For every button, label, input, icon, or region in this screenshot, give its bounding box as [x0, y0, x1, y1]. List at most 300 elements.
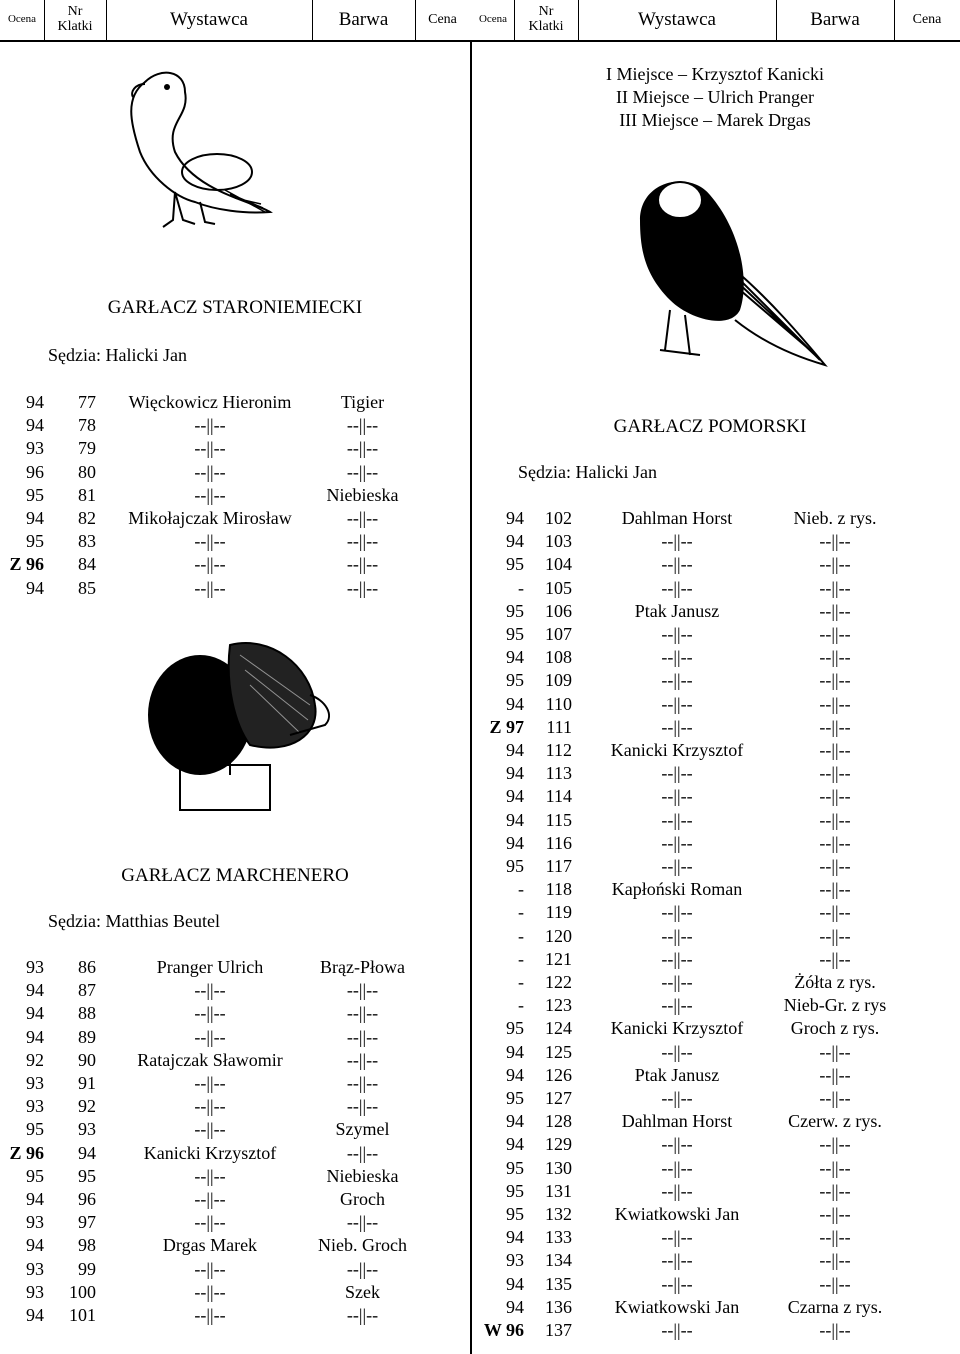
exhibitor: --||--	[661, 577, 693, 598]
color: --||--	[819, 948, 851, 969]
color: Żółta z rys.	[794, 972, 876, 992]
exhibitor: Drgas Marek	[162, 1235, 258, 1256]
color: Szymel	[335, 1119, 390, 1140]
color: --||--	[346, 438, 379, 459]
score: 95	[506, 670, 524, 691]
exhibitor: --||--	[194, 1096, 226, 1117]
cage-number: 128	[545, 1111, 572, 1132]
score: 95	[506, 1018, 524, 1039]
score: Z 96	[9, 554, 44, 575]
color: --||--	[819, 879, 851, 900]
score: 94	[26, 1189, 44, 1209]
exhibitor: --||--	[661, 531, 693, 552]
exhibitor: --||--	[661, 670, 693, 691]
result-row	[0, 1320, 960, 1343]
color: Tigier	[340, 392, 385, 412]
exhibitor: --||--	[194, 1258, 226, 1279]
cage-number: 99	[78, 1258, 96, 1279]
cage-number: 105	[545, 577, 572, 598]
exhibitor: Kapłoński Roman	[611, 879, 743, 900]
color: --||--	[819, 647, 851, 668]
result-row	[0, 624, 960, 647]
exhibitor: --||--	[661, 1250, 693, 1271]
cage-number: 84	[78, 554, 96, 575]
exhibitor: --||--	[194, 980, 226, 1001]
score: 94	[26, 1305, 44, 1325]
header-nr-klatki-right: Nr Klatki	[528, 4, 564, 34]
exhibitor: Kanicki Krzysztof	[143, 1142, 277, 1163]
cage-number: 77	[78, 392, 96, 412]
header-cena-left: Cena	[428, 11, 457, 27]
score: -	[518, 879, 524, 900]
color: --||--	[819, 554, 851, 575]
color: --||--	[346, 554, 379, 575]
color: --||--	[346, 1258, 379, 1279]
exhibitor: --||--	[194, 531, 226, 552]
color: --||--	[819, 1227, 851, 1248]
cage-number: 110	[545, 693, 572, 714]
cage-number: 136	[545, 1296, 572, 1317]
color: --||--	[346, 508, 379, 528]
color: --||--	[346, 577, 379, 598]
result-row	[0, 694, 960, 717]
color: --||--	[346, 980, 379, 1001]
cage-number: 78	[78, 415, 96, 436]
result-row	[0, 856, 960, 879]
color: Niebieska	[326, 484, 399, 505]
score: 94	[506, 647, 524, 668]
score: 94	[506, 1227, 524, 1248]
cage-number: 88	[78, 1003, 96, 1024]
header-wystawca-right: Wystawca	[638, 9, 716, 31]
exhibitor: Kanicki Krzysztof	[610, 740, 744, 760]
score: 94	[506, 531, 524, 552]
cage-number: 121	[545, 948, 572, 969]
exhibitor: --||--	[194, 1305, 226, 1325]
color: --||--	[819, 716, 851, 737]
result-row	[0, 879, 960, 902]
cage-number: 137	[545, 1320, 572, 1340]
score: 94	[506, 1111, 524, 1132]
score: -	[518, 902, 524, 923]
result-row	[0, 438, 960, 461]
cage-number: 108	[545, 647, 572, 668]
cage-number: 93	[78, 1119, 96, 1140]
result-row	[0, 508, 960, 531]
cage-number: 86	[78, 957, 96, 977]
color: --||--	[819, 786, 851, 807]
color: Czarna z rys.	[787, 1296, 883, 1317]
header-separator	[514, 0, 515, 40]
result-row	[0, 554, 960, 577]
score: 95	[506, 1204, 524, 1224]
exhibitor: --||--	[661, 624, 693, 644]
header-separator	[578, 0, 579, 40]
exhibitor: --||--	[661, 1320, 693, 1340]
result-row	[0, 1297, 960, 1320]
cage-number: 92	[78, 1096, 96, 1117]
color: Groch	[340, 1189, 385, 1209]
score: 94	[26, 1026, 44, 1047]
score: 94	[506, 832, 524, 853]
header-nr-klatki-left: Nr Klatki	[57, 4, 93, 34]
color: Nieb. Groch	[318, 1235, 407, 1256]
color: --||--	[819, 832, 851, 853]
color: --||--	[819, 925, 851, 946]
result-row	[0, 485, 960, 508]
color: --||--	[346, 1305, 379, 1325]
color: --||--	[819, 1088, 851, 1108]
cage-number: 97	[78, 1212, 96, 1233]
exhibitor: --||--	[661, 647, 693, 668]
score: 94	[26, 980, 44, 1001]
exhibitor: --||--	[194, 461, 226, 482]
color: --||--	[346, 1026, 379, 1047]
color: --||--	[819, 1041, 851, 1062]
cage-number: 94	[78, 1142, 96, 1163]
exhibitor: Kwiatkowski Jan	[614, 1204, 740, 1224]
score: 95	[506, 1180, 524, 1201]
result-row	[0, 1134, 960, 1157]
exhibitor: --||--	[661, 1134, 693, 1155]
result-row	[0, 717, 960, 740]
score: -	[518, 948, 524, 969]
cage-number: 129	[545, 1134, 572, 1155]
cage-number: 104	[545, 554, 572, 575]
exhibitor: --||--	[661, 948, 693, 969]
cage-number: 112	[545, 740, 572, 760]
header-barwa-right: Barwa	[810, 9, 860, 31]
score: 94	[506, 809, 524, 830]
cage-number: 113	[545, 763, 572, 784]
cage-number: 79	[78, 438, 96, 459]
color: --||--	[346, 1073, 379, 1093]
color: --||--	[346, 1142, 379, 1163]
score: 94	[506, 763, 524, 784]
result-row	[0, 1227, 960, 1250]
cage-number: 89	[78, 1026, 96, 1047]
cage-number: 124	[545, 1018, 572, 1039]
result-row	[0, 670, 960, 693]
exhibitor: Dahlman Horst	[621, 508, 733, 528]
cage-number: 96	[78, 1189, 96, 1209]
score: Z 96	[9, 1142, 44, 1163]
score: 95	[506, 1157, 524, 1178]
color: --||--	[819, 1134, 851, 1155]
score: W 96	[483, 1320, 524, 1340]
score: 95	[506, 554, 524, 575]
cage-number: 126	[545, 1064, 572, 1085]
section-title-staroniemiecki: GARŁACZ STARONIEMIECKI	[107, 297, 363, 318]
color: --||--	[819, 670, 851, 691]
exhibitor: --||--	[194, 1073, 226, 1093]
color: --||--	[819, 856, 851, 876]
color: Nieb. z rys.	[793, 508, 877, 528]
cage-number: 132	[545, 1204, 572, 1224]
score: 93	[26, 438, 44, 459]
exhibitor: --||--	[661, 902, 693, 923]
color: Niebieska	[326, 1165, 399, 1186]
color: --||--	[819, 577, 851, 598]
color: --||--	[819, 1204, 851, 1224]
exhibitor: Kanicki Krzysztof	[610, 1018, 744, 1039]
score: 94	[506, 508, 524, 528]
header-wystawca-left: Wystawca	[170, 9, 248, 31]
result-row	[0, 462, 960, 485]
exhibitor: --||--	[661, 972, 693, 992]
score: 93	[506, 1250, 524, 1271]
exhibitor: --||--	[194, 1026, 226, 1047]
exhibitor: Kwiatkowski Jan	[614, 1296, 740, 1317]
result-row	[0, 810, 960, 833]
score: 94	[506, 1064, 524, 1085]
cage-number: 130	[545, 1157, 572, 1178]
color: --||--	[819, 531, 851, 552]
exhibitor: Ptak Janusz	[634, 600, 720, 621]
exhibitor: --||--	[661, 995, 693, 1016]
color: --||--	[346, 1049, 379, 1070]
exhibitor: --||--	[194, 577, 226, 598]
exhibitor: --||--	[194, 438, 226, 459]
cage-number: 80	[78, 461, 96, 482]
cage-number: 81	[78, 484, 96, 505]
score: 95	[26, 531, 44, 552]
exhibitor: --||--	[194, 1281, 226, 1302]
score: 95	[26, 1119, 44, 1140]
header-separator	[776, 0, 777, 40]
cage-number: 114	[545, 786, 572, 807]
exhibitor: --||--	[194, 1189, 226, 1209]
place-third: III Miejsce – Marek Drgas	[619, 110, 811, 130]
cage-number: 117	[545, 856, 572, 876]
cage-number: 100	[69, 1281, 96, 1302]
cage-number: 118	[545, 879, 572, 900]
score: 95	[506, 600, 524, 621]
cage-number: 98	[78, 1235, 96, 1256]
cage-number: 127	[545, 1088, 572, 1108]
exhibitor: Mikołajczak Mirosław	[128, 508, 292, 528]
exhibitor: --||--	[194, 1003, 226, 1024]
color: --||--	[819, 1320, 851, 1340]
result-row	[0, 647, 960, 670]
color: --||--	[819, 1273, 851, 1294]
header-divider	[0, 40, 960, 42]
color: --||--	[346, 461, 379, 482]
score: 93	[26, 1073, 44, 1093]
color: --||--	[819, 1250, 851, 1271]
cage-number: 122	[545, 972, 572, 992]
result-row	[0, 1204, 960, 1227]
cage-number: 120	[545, 925, 572, 946]
header-barwa-left: Barwa	[338, 9, 389, 31]
color: --||--	[819, 809, 851, 830]
color: --||--	[819, 1180, 851, 1201]
exhibitor: --||--	[661, 925, 693, 946]
color: Groch z rys.	[790, 1018, 880, 1039]
cage-number: 123	[545, 995, 572, 1016]
score: 93	[26, 1281, 44, 1302]
score: 94	[506, 786, 524, 807]
cage-number: 82	[78, 508, 96, 528]
score: Z 97	[489, 716, 524, 737]
cage-number: 102	[545, 508, 572, 528]
result-row	[0, 1042, 960, 1065]
header-separator	[415, 0, 416, 40]
cage-number: 119	[545, 902, 572, 923]
exhibitor: Pranger Ulrich	[156, 957, 264, 977]
score: 95	[26, 484, 44, 505]
color: Nieb-Gr. z rys	[783, 995, 887, 1016]
result-row	[0, 949, 960, 972]
cage-number: 133	[545, 1227, 572, 1248]
pigeon-illustration-pomorski	[630, 160, 830, 370]
score: 95	[506, 856, 524, 876]
exhibitor: Dahlman Horst	[621, 1111, 733, 1132]
score: 94	[506, 1296, 524, 1317]
result-row	[0, 763, 960, 786]
place-second: II Miejsce – Ulrich Pranger	[616, 87, 814, 107]
result-row	[0, 1111, 960, 1134]
score: 93	[26, 1212, 44, 1233]
color: --||--	[346, 531, 379, 552]
cage-number: 95	[78, 1165, 96, 1186]
score: 94	[506, 1273, 524, 1294]
result-row	[0, 902, 960, 925]
cage-number: 131	[545, 1180, 572, 1201]
score: 93	[26, 1096, 44, 1117]
score: -	[518, 577, 524, 598]
header-separator	[44, 0, 45, 40]
exhibitor: --||--	[194, 554, 226, 575]
score: 94	[26, 577, 44, 598]
color: --||--	[346, 415, 379, 436]
exhibitor: Więckowicz Hieronim	[128, 392, 292, 412]
score: 92	[26, 1049, 44, 1070]
color: --||--	[346, 1212, 379, 1233]
result-row	[0, 531, 960, 554]
color: --||--	[819, 902, 851, 923]
score: 93	[26, 1258, 44, 1279]
section-title-marchenero: GARŁACZ MARCHENERO	[121, 865, 349, 886]
cage-number: 135	[545, 1273, 572, 1294]
cage-number: 85	[78, 577, 96, 598]
pigeon-illustration-staroniemiecki	[105, 62, 275, 237]
header-separator	[894, 0, 895, 40]
color: --||--	[819, 624, 851, 644]
cage-number: 109	[545, 670, 572, 691]
color: Szek	[345, 1281, 380, 1302]
exhibitor: --||--	[194, 1165, 226, 1186]
score: 94	[506, 693, 524, 714]
result-row	[0, 833, 960, 856]
exhibitor: --||--	[661, 809, 693, 830]
result-row	[0, 1065, 960, 1088]
result-row	[0, 740, 960, 763]
exhibitor: --||--	[661, 1041, 693, 1062]
cage-number: 101	[69, 1305, 96, 1325]
score: 94	[26, 1235, 44, 1256]
header-separator	[106, 0, 107, 40]
score: 94	[26, 392, 44, 412]
score: 94	[506, 740, 524, 760]
exhibitor: --||--	[661, 1180, 693, 1201]
cage-number: 125	[545, 1041, 572, 1062]
cage-number: 106	[545, 600, 572, 621]
result-row	[0, 1274, 960, 1297]
score: 94	[26, 415, 44, 436]
section-title-pomorski: GARŁACZ POMORSKI	[613, 416, 807, 437]
score: 96	[26, 461, 44, 482]
cage-number: 107	[545, 624, 572, 644]
exhibitor: --||--	[661, 763, 693, 784]
cage-number: 115	[545, 809, 572, 830]
exhibitor: --||--	[661, 1227, 693, 1248]
cage-number: 103	[545, 531, 572, 552]
score: 93	[26, 957, 44, 977]
score: 95	[26, 1165, 44, 1186]
score: 94	[506, 1134, 524, 1155]
cage-number: 83	[78, 531, 96, 552]
result-row	[0, 926, 960, 949]
score: 95	[506, 1088, 524, 1108]
exhibitor: Ptak Janusz	[634, 1064, 720, 1085]
exhibitor: --||--	[194, 1212, 226, 1233]
result-row	[0, 972, 960, 995]
score: 94	[26, 1003, 44, 1024]
result-row	[0, 1181, 960, 1204]
exhibitor: --||--	[661, 1157, 693, 1178]
exhibitor: --||--	[194, 484, 226, 505]
color: --||--	[819, 740, 851, 760]
cage-number: 91	[78, 1073, 96, 1093]
exhibitor: --||--	[661, 786, 693, 807]
color: --||--	[819, 600, 851, 621]
header-ocena-left: Ocena	[7, 13, 37, 26]
result-row	[0, 1158, 960, 1181]
color: --||--	[819, 1157, 851, 1178]
result-row	[0, 786, 960, 809]
exhibitor: --||--	[661, 1273, 693, 1294]
exhibitor: --||--	[194, 415, 226, 436]
exhibitor: --||--	[661, 832, 693, 853]
score: 94	[26, 508, 44, 528]
exhibitor: --||--	[661, 693, 693, 714]
exhibitor: --||--	[661, 554, 693, 575]
color: Czerw. z rys.	[788, 1111, 882, 1132]
exhibitor: --||--	[661, 856, 693, 876]
header-cena-right: Cena	[912, 11, 942, 27]
judge-pomorski: Sędzia: Halicki Jan	[518, 462, 657, 482]
color: --||--	[819, 693, 851, 714]
score: -	[518, 972, 524, 992]
exhibitor: --||--	[194, 1119, 226, 1140]
result-row	[0, 1088, 960, 1111]
score: 95	[506, 624, 524, 644]
exhibitor: Ratajczak Sławomir	[137, 1049, 283, 1070]
header-separator	[312, 0, 313, 40]
exhibitor: --||--	[661, 716, 693, 737]
cage-number: 87	[78, 980, 96, 1001]
cage-number: 111	[546, 716, 572, 737]
cage-number: 116	[545, 832, 572, 853]
color: --||--	[346, 1003, 379, 1024]
table-header	[0, 0, 960, 40]
place-first: I Miejsce – Krzysztof Kanicki	[606, 64, 824, 84]
color: --||--	[819, 1064, 851, 1085]
color: --||--	[819, 763, 851, 784]
exhibitor: --||--	[661, 1088, 693, 1108]
color: --||--	[346, 1096, 379, 1117]
